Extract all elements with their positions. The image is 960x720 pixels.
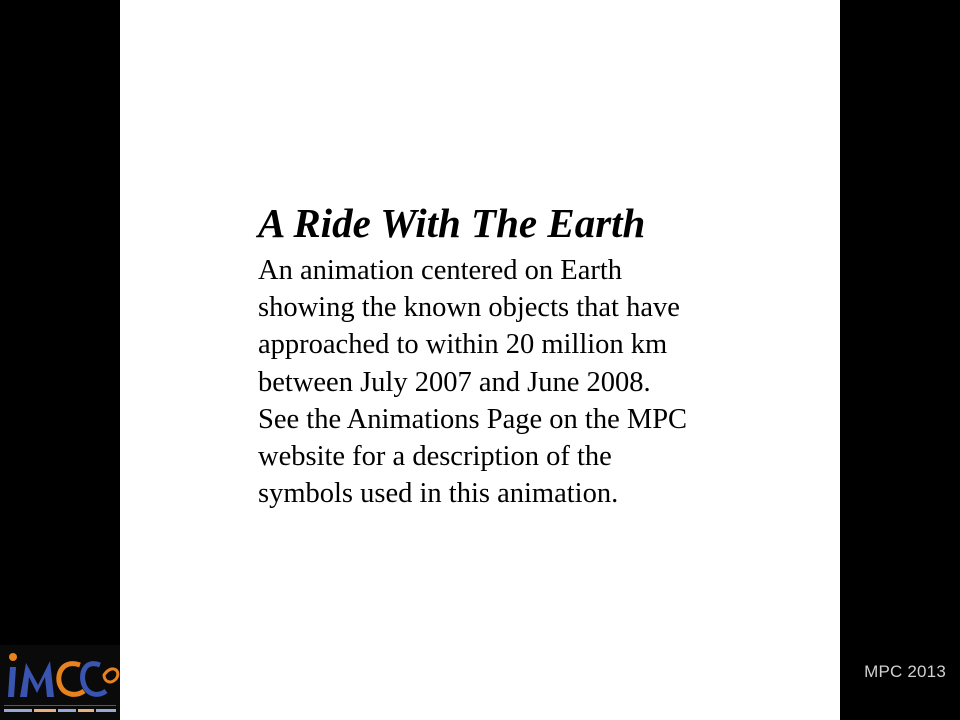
footer-label: MPC 2013 [864, 662, 946, 681]
imcce-logo [0, 645, 120, 720]
body-line: showing the known objects that have [258, 292, 680, 324]
body-line: approached to within 20 million km [258, 329, 668, 361]
content-panel [120, 0, 840, 720]
body-line: An animation centered on Earth [258, 255, 623, 286]
imcce-logo-graphic [0, 645, 120, 720]
slide-title: A Ride With The Earth [258, 200, 646, 246]
body-line: symbols used in this animation. [258, 478, 619, 510]
slide-body [258, 252, 818, 512]
body-line: See the Animations Page on the MPC [258, 403, 688, 435]
body-line: website for a description of the [258, 441, 612, 473]
body-line: between July 2007 and June 2008. [258, 366, 651, 398]
